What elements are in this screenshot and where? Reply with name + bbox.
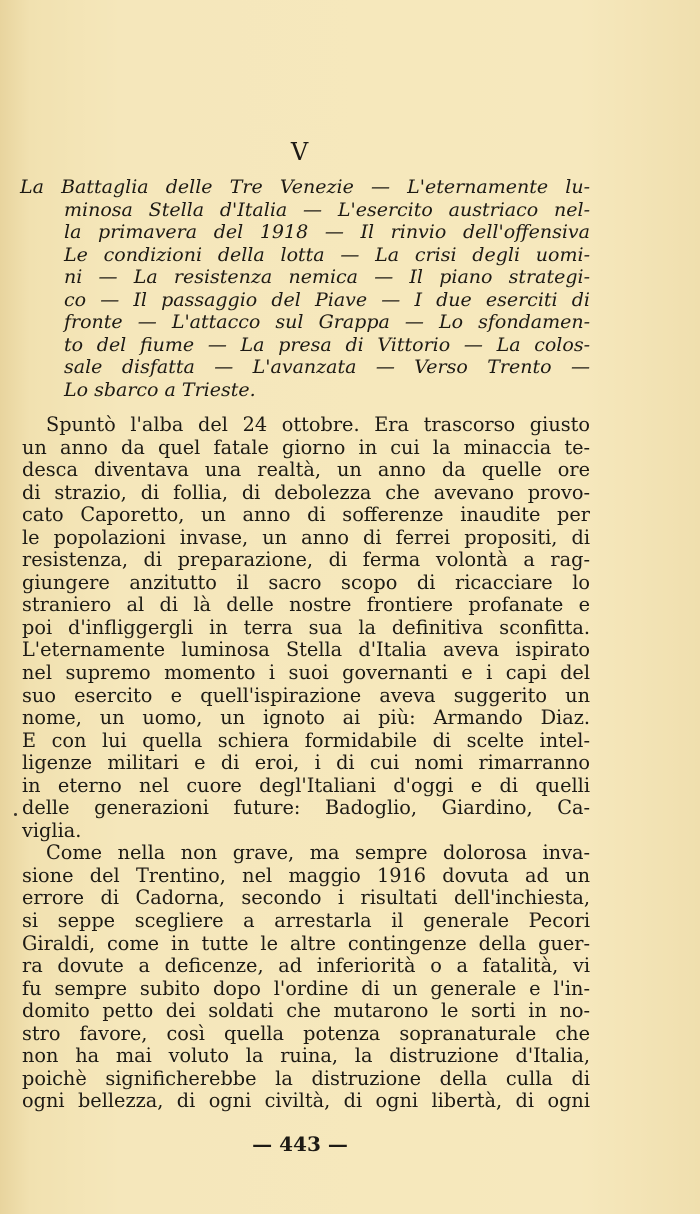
chapter-number: V	[290, 138, 310, 166]
text-line: ogni bellezza, di ogni civiltà, di ogni libertà, di ogni	[22, 1089, 590, 1113]
text-line: ligenze militari e di eroi, i di cui nomi rimarranno	[22, 751, 590, 775]
summary-line: sale disfatta — L'avanzata — Verso Trento —	[64, 356, 590, 378]
text-line: in eterno nel cuore degl'Italiani d'oggi e di quelli	[22, 773, 590, 797]
text-line: E con lui quella schiera formidabile di scelte intel-	[22, 728, 590, 752]
text-line: errore di Cadorna, secondo i risultati dell'inchiesta,	[22, 886, 590, 910]
chapter-summary	[20, 176, 590, 401]
summary-line: fronte — L'attacco sul Grappa — Lo sfondamen-	[64, 311, 590, 333]
text-line: stro favore, così quella potenza sopranaturale che	[22, 1021, 590, 1045]
text-line: le popolazioni invase, un anno di ferrei propositi, di	[22, 525, 590, 549]
text-line: ra dovute a deficenze, ad inferiorità o a fatalità, vi	[22, 954, 590, 978]
text-line: L'eternamente luminosa Stella d'Italia aveva ispirato	[22, 638, 590, 662]
text-line: nel supremo momento i suoi governanti e i capi del	[22, 661, 590, 685]
summary-line: Le condizioni della lotta — La crisi degli uomi-	[64, 243, 590, 266]
summary-line: minosa Stella d'Italia — L'esercito austriaco nel-	[64, 198, 590, 221]
text-line: delle generazioni future: Badoglio, Giardino, Ca-	[22, 796, 590, 820]
text-line: giungere anzitutto il sacro scopo di ricacciare lo	[22, 570, 590, 594]
margin-mark	[14, 813, 17, 816]
text-line: Come nella non grave, ma sempre dolorosa inva-	[46, 841, 590, 865]
text-line: poichè significherebbe la distruzione della culla di	[22, 1066, 590, 1090]
text-line: Giraldi, come in tutte le altre contingenze della guer-	[22, 931, 590, 955]
text-line: Spuntò l'alba del 24 ottobre. Era trascorso giusto	[46, 413, 590, 436]
summary-line: Lo sbarco a Trieste.	[64, 378, 256, 401]
text-line: sione del Trentino, nel maggio 1916 dovuta ad un	[22, 863, 590, 887]
text-line: domito petto dei soldati che mutarono le sorti in no-	[22, 999, 590, 1023]
summary-line: La Battaglia delle Tre Venezie — L'eternamente lu-	[20, 176, 590, 198]
text-line: nome, un uomo, un ignoto ai più: Armando Diaz.	[22, 706, 590, 730]
text-line: suo esercito e quell'ispirazione aveva suggerito un	[22, 683, 590, 707]
text-line: viglia.	[22, 818, 82, 842]
summary-line: co — Il passaggio del Piave — I due eserciti di	[64, 288, 590, 311]
text-line: non ha mai voluto la ruina, la distruzione d'Italia,	[22, 1044, 590, 1068]
paragraph	[22, 842, 590, 1113]
text-line: poi d'infliggergli in terra sua la definitiva sconfitta.	[22, 615, 590, 639]
page-number: — 443 —	[252, 1132, 348, 1156]
text-line: un anno da quel fatale giorno in cui la minaccia te-	[22, 435, 590, 459]
summary-line: la primavera del 1918 — Il rinvio dell'offensiva	[64, 221, 590, 243]
text-line: straniero al di là delle nostre frontiere profanate e	[22, 593, 590, 617]
text-line: resistenza, di preparazione, di ferma volontà a rag-	[22, 548, 590, 572]
text-line: si seppe scegliere a arrestarla il generale Pecori	[22, 909, 590, 933]
summary-line: ni — La resistenza nemica — Il piano strategi-	[64, 266, 590, 288]
paragraph	[22, 414, 590, 842]
summary-line: to del fiume — La presa di Vittorio — La colos-	[64, 333, 590, 356]
body-text	[22, 414, 590, 1113]
text-line: di strazio, di follia, di debolezza che avevano provo-	[22, 480, 590, 504]
text-line: cato Caporetto, un anno di sofferenze inaudite per	[22, 503, 590, 527]
text-line: fu sempre subito dopo l'ordine di un generale e l'in-	[22, 976, 590, 1000]
text-line: desca diventava una realtà, un anno da quelle ore	[22, 458, 590, 482]
